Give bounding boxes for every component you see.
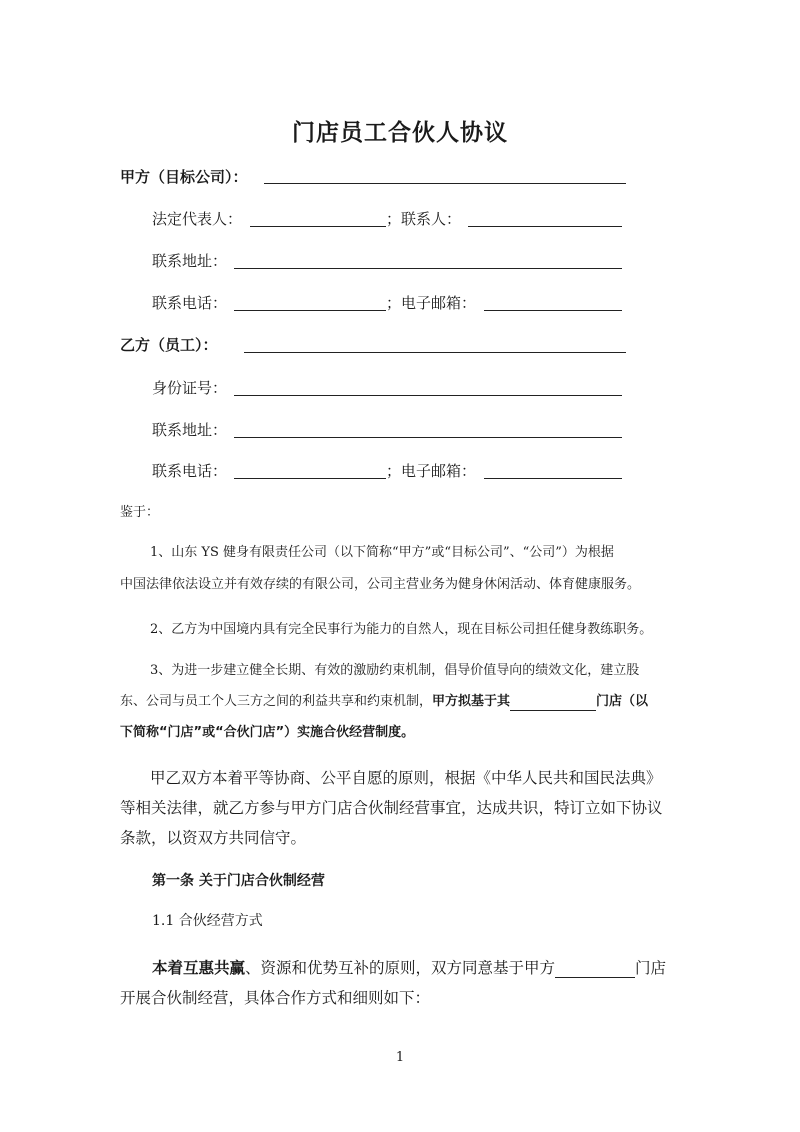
whereas-item1-line1: 1、山东 YS 健身有限责任公司（以下简称“甲方”或“目标公司”、“公司”）为根据: [150, 545, 614, 560]
party-a-phone-blank: [234, 310, 386, 311]
store-blank: [555, 963, 635, 978]
store-name-blank: [510, 696, 596, 711]
whereas-heading: 鉴于：: [120, 505, 160, 520]
party-a-email-blank: [484, 310, 622, 311]
party-b-address-label: 联系地址：: [152, 421, 228, 439]
party-a-email-label: ；电子邮箱：: [386, 294, 477, 312]
party-b-address-blank: [234, 437, 622, 438]
intro-line2: 等相关法律，就乙方参与甲方门店合伙制经营事宜，达成共识，特订立如下协议: [120, 799, 663, 817]
party-b-label: 乙方（员工）：: [120, 336, 218, 354]
page-number: 1: [395, 1050, 405, 1065]
party-a-address-label: 联系地址：: [152, 252, 228, 270]
party-b-phone-label: 联系电话：: [152, 462, 228, 480]
legal-rep-blank: [250, 226, 386, 227]
document-title: 门店员工合伙人协议: [292, 120, 508, 146]
party-b-id-blank: [234, 395, 622, 396]
party-a-address-blank: [234, 268, 622, 269]
party-b-blank: [244, 352, 626, 353]
article1-heading: 第一条 关于门店合伙制经营: [152, 873, 325, 889]
party-a-contact-label: ；联系人：: [386, 210, 462, 228]
article1-line2: 开展合伙制经营，具体合作方式和细则如下：: [120, 989, 431, 1007]
intro-line3: 条款，以资双方共同信守。: [120, 829, 307, 847]
intro-line1: 甲乙双方本着平等协商、公平自愿的原则，根据《中华人民共和国民法典》: [150, 769, 662, 787]
party-b-id-label: 身份证号：: [152, 379, 228, 397]
whereas-item3-line2: 东、公司与员工个人三方之间的利益共享和约束机制，甲方拟基于其 门店（以: [120, 694, 649, 709]
party-b-email-blank: [484, 478, 622, 479]
party-b-phone-blank: [234, 478, 386, 479]
article1-line1: 本着互惠共赢、资源和优势互补的原则，双方同意基于甲方 门店: [152, 959, 667, 977]
whereas-item1-line2: 中国法律依法设立并有效存续的有限公司，公司主营业务为健身休闲活动、体育健康服务。: [120, 577, 641, 592]
party-b-email-label: ；电子邮箱：: [386, 462, 477, 480]
whereas-item3-line1: 3、为进一步建立健全长期、有效的激励约束机制，倡导价值导向的绩效文化，建立股: [150, 663, 640, 678]
whereas-item3-line3: 下简称“门店”或“合伙门店”）实施合伙经营制度。: [120, 725, 415, 740]
legal-rep-label: 法定代表人：: [152, 210, 243, 228]
party-a-phone-label: 联系电话：: [152, 294, 228, 312]
whereas-item2: 2、乙方为中国境内具有完全民事行为能力的自然人，现在目标公司担任健身教练职务。: [150, 622, 653, 637]
party-a-label: 甲方（目标公司）：: [120, 168, 248, 186]
party-a-contact-blank: [468, 226, 622, 227]
party-a-blank: [264, 183, 626, 184]
article1-sub: 1.1 合伙经营方式: [152, 913, 263, 929]
